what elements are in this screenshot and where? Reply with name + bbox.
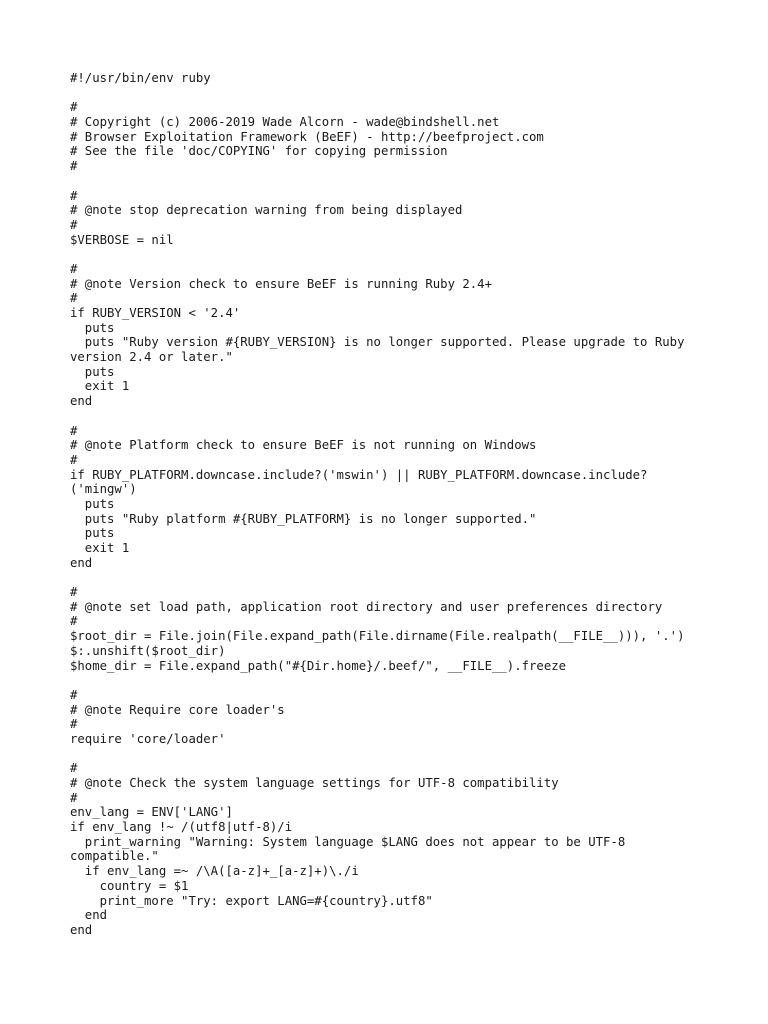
code-line: # @note Platform check to ensure BeEF is not running on Windows bbox=[70, 438, 537, 453]
code-line: $:.unshift($root_dir) bbox=[70, 643, 226, 658]
code-line: require 'core/loader' bbox=[70, 731, 226, 746]
code-line bbox=[70, 86, 720, 101]
code-line: # @note set load path, application root directory and user preferences directory bbox=[70, 599, 663, 614]
code-line: # Browser Exploitation Framework (BeEF) - http://beefproject.com bbox=[70, 129, 544, 144]
code-line: # @note Check the system language settings for UTF-8 compatibility bbox=[70, 776, 559, 790]
code-line: # bbox=[70, 452, 78, 467]
code-line: # @note Version check to ensure BeEF is running Ruby 2.4+ bbox=[70, 276, 492, 291]
code-line: # bbox=[70, 614, 78, 629]
code-line: # @note stop deprecation warning from being displayed bbox=[70, 203, 463, 218]
code-line: # bbox=[70, 159, 78, 174]
code-line: print_more "Try: export LANG=#{country}.utf8" bbox=[70, 893, 433, 908]
code-line: env_lang = ENV['LANG'] bbox=[70, 805, 233, 820]
code-line: end bbox=[70, 908, 108, 923]
code-line: puts bbox=[70, 526, 115, 541]
code-line: # bbox=[70, 585, 78, 600]
code-line: # bbox=[70, 717, 78, 732]
code-line: exit 1 bbox=[70, 541, 130, 555]
code-line bbox=[70, 409, 720, 424]
code-line: # bbox=[70, 790, 78, 805]
code-line bbox=[70, 673, 720, 688]
code-line bbox=[70, 247, 720, 262]
code-line: end bbox=[70, 555, 93, 570]
code-line: # bbox=[70, 291, 78, 306]
code-line bbox=[70, 174, 720, 189]
code-line: # bbox=[70, 423, 78, 438]
code-line: $root_dir = File.join(File.expand_path(File.dirname(File.realpath(__FILE__))), '.') bbox=[70, 629, 685, 644]
code-line: # bbox=[70, 100, 78, 115]
code-line: # bbox=[70, 761, 78, 776]
code-line: compatible." bbox=[70, 849, 159, 864]
code-line: puts "Ruby platform #{RUBY_PLATFORM} is no longer supported." bbox=[70, 511, 537, 526]
code-line: version 2.4 or later." bbox=[70, 350, 233, 365]
code-line: # bbox=[70, 261, 78, 276]
code-line: if RUBY_VERSION < '2.4' bbox=[70, 306, 241, 320]
code-line bbox=[70, 747, 720, 762]
code-line: # Copyright (c) 2006-2019 Wade Alcorn - wade@bindshell.net bbox=[70, 115, 500, 130]
code-line: # @note Require core loader's bbox=[70, 702, 285, 717]
code-line: # bbox=[70, 687, 78, 702]
code-line: # See the file 'doc/COPYING' for copying permission bbox=[70, 144, 448, 159]
code-line: # bbox=[70, 188, 78, 203]
code-line: if RUBY_PLATFORM.downcase.include?('mswin') || RUBY_PLATFORM.downcase.include? bbox=[70, 467, 648, 482]
code-line: end bbox=[70, 922, 93, 937]
code-line: country = $1 bbox=[70, 878, 189, 893]
code-line: $home_dir = File.expand_path("#{Dir.home}/.beef/", __FILE__).freeze bbox=[70, 658, 567, 673]
code-line: end bbox=[70, 394, 93, 409]
code-line: puts bbox=[70, 364, 115, 379]
code-line: puts bbox=[70, 496, 115, 511]
code-line: exit 1 bbox=[70, 379, 130, 394]
code-line: #!/usr/bin/env ruby bbox=[70, 71, 211, 85]
code-line: puts bbox=[70, 320, 115, 335]
code-line: if env_lang =~ /\A([a-z]+_[a-z]+)\./i bbox=[70, 864, 359, 879]
code-line bbox=[70, 570, 720, 585]
code-line: print_warning "Warning: System language $LANG does not appear to be UTF-8 bbox=[70, 834, 626, 849]
code-listing bbox=[70, 71, 720, 938]
code-line: puts "Ruby version #{RUBY_VERSION} is no longer supported. Please upgrade to Ruby bbox=[70, 335, 685, 350]
code-line: $VERBOSE = nil bbox=[70, 232, 174, 247]
code-line: ('mingw') bbox=[70, 482, 137, 497]
code-line: # bbox=[70, 217, 78, 232]
code-line: if env_lang !~ /(utf8|utf-8)/i bbox=[70, 820, 293, 835]
